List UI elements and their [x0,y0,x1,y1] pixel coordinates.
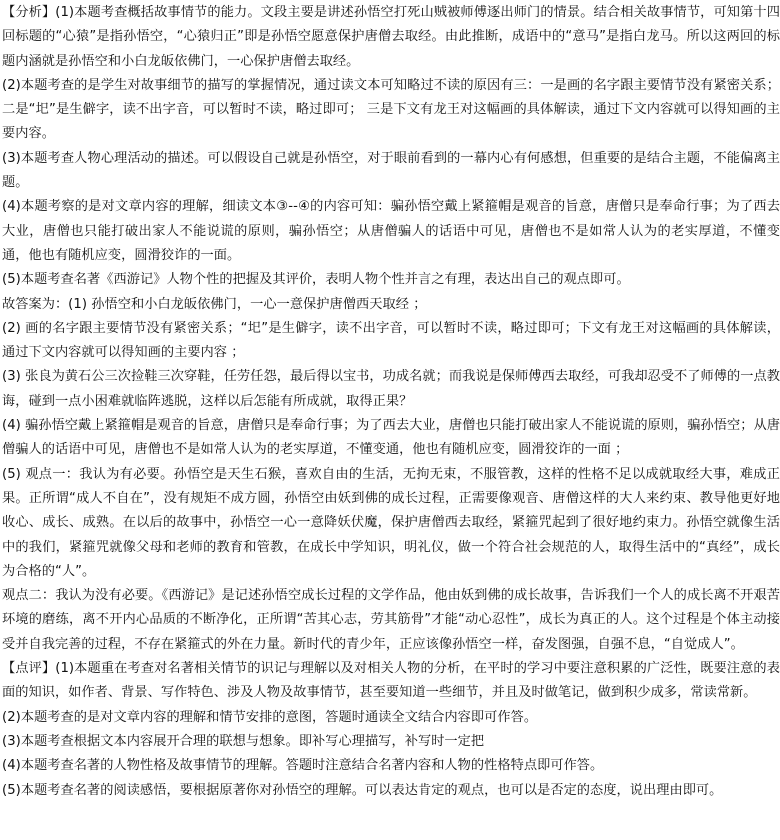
comment-part-2: (2)本题考查的是对文章内容的理解和情节安排的意图，答题时通读全文结合内容即可作答。 [2,709,538,725]
answer-part-2: (2) 画的名字跟主要情节没有紧密关系；“圯”是生僻字，读不出字音，可以暂时不读，略过即可；下文有龙王对这幅画的具体解读，通过下文内容就可以得知画的主要内容 ； [2,320,780,361]
comment-part-3: (3)本题考查根据文本内容展开合理的联想与想象。即补写心理描写，补写时一定把 [2,733,485,749]
comment-part-4: (4)本题考查名著的人物性格及故事情节的理解。答题时注意结合名著内容和人物的性格特点即可作答。 [2,758,604,774]
analysis-part-3: (3)本题考查人物心理活动的描述。可以假设自己就是孙悟空，对于眼前看到的一幕内心有何感想，但重要的是结合主题，不能偏离主题。 [2,150,780,191]
answer-part-1: 故答案为：(1) 孙悟空和小白龙皈依佛门，一心一意保护唐僧西天取经 ； [2,296,427,312]
analysis-part-5: (5)本题考查名著《西游记》人物个性的把握及其评价，表明人物个性并言之有理，表达出自己的观点即可。 [2,272,630,288]
answer-part-5-view-2: 观点二：我认为没有必要。《西游记》是记述孙悟空成长过程的文学作品，他由妖到佛的成长故事，告诉我们一个人的成长离不开艰苦环境的磨练，离不开内心品质的不断净化，正所谓“苦其心志，劳其筋骨”才能“动心忍性”，成长为真正的人。这个过程是个体主动接受并自我完善的过程，不存在紧箍式的外在力量。新时代的青少年，正应该像孙悟空一样，奋发图强，自强不息，“自觉成人”。 [2,588,780,652]
analysis-part-2: (2)本题考查的是学生对故事细节的描写的掌握情况，通过读文本可知略过不读的原因有三：一是画的名字跟主要情节没有紧密关系；二是“圯”是生僻字，读不出字音，可以暂时不读，略过即可； 三是下文有龙王对这幅画的具体解读，通过下文内容就可以得知画的主要内容。 [2,77,780,142]
answer-part-3: (3) 张良为黄石公三次捡鞋三次穿鞋，任劳任怨，最后得以宝书，功成名就；而我说是保师傅西去取经，可我却忍受不了师傅的一点教诲，碰到一点小困难就临阵逃脱，这样以后怎能有所成就，取得正果？ [2,369,780,409]
comment-part-5: (5)本题考查名著的阅读感悟，要根据原著你对孙悟空的理解。可以表达肯定的观点，也可以是否定的态度，说出理由即可。 [2,782,723,798]
answer-document [0,1,780,803]
comment-part-1: 【点评】(1)本题重在考查对名著相关情节的识记与理解以及对相关人物的分析，在平时的学习中要注意积累的广泛性，既要注意的表面的知识，如作者、背景、写作特色、涉及人物及故事情节，甚至要知道一些细节，并且及时做笔记，做到积少成多，常读常新。 [2,661,780,701]
analysis-part-4: (4)本题考察的是对文章内容的理解，细读文本③--④的内容可知：骗孙悟空戴上紧箍帽是观音的旨意，唐僧只是奉命行事；为了西去大业，唐僧也只能打破出家人不能说谎的原则，骗孙悟空；从唐僧骗人的话语中可见，唐僧也不是如常人认为的老实厚道，不懂变通，他也有随机应变，圆滑狡诈的一面。 [2,199,780,263]
answer-part-5-view-1: (5) 观点一：我认为有必要。孙悟空是天生石猴，喜欢自由的生活，无拘无束，不服管教，这样的性格不足以成就取经大事，难成正果。正所谓“成人不自在”，没有规矩不成方圆，孙悟空由妖到佛的成长过程，正需要像观音、唐僧这样的大人来约束、教导他更好地收心、成长、成熟。在以后的故事中，孙悟空一心一意降妖伏魔，保护唐僧西去取经，紧箍咒起到了很好地约束力。孙悟空就像生活中的我们，紧箍咒就像父母和老师的教育和管教，在成长中学知识，明礼仪，做一个符合社会规范的人，取得生活中的“真经”，成长为合格的“人”。 [2,466,780,579]
answer-part-4: (4) 骗孙悟空戴上紧箍帽是观音的旨意，唐僧只是奉命行事；为了西去大业，唐僧也只能打破出家人不能说谎的原则，骗孙悟空；从唐僧骗人的话语中可见，唐僧也不是如常人认为的老实厚道，不懂变通，他也有随机应变，圆滑狡诈的一面 ； [2,418,780,458]
analysis-part-1: 【分析】(1)本题考查概括故事情节的能力。文段主要是讲述孙悟空打死山贼被师傅逐出师门的情景。结合相关故事情节，可知第十四回标题的“心猿”是指孙悟空，“心猿归正”即是孙悟空愿意保护唐僧去取经。由此推断，成语中的“意马”是指白龙马。所以这两回的标题内涵就是孙悟空和小白龙皈依佛门，一心保护唐僧去取经。 [2,5,780,69]
